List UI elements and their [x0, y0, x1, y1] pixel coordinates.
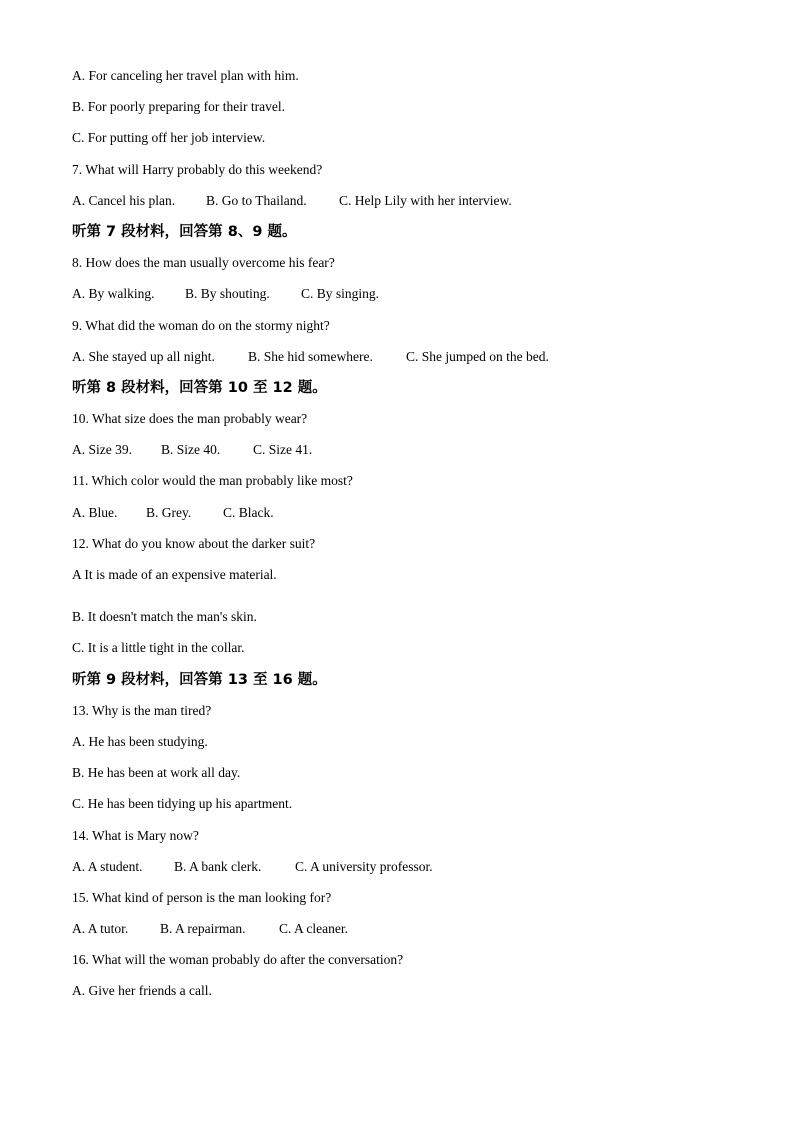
answer-option: C. A university professor.: [295, 858, 433, 874]
answer-option: C. He has been tidying up his apartment.: [72, 796, 293, 812]
answer-option: B. She hid somewhere.: [248, 348, 373, 364]
answer-option: B. By shouting.: [185, 286, 270, 302]
options-row: [72, 345, 732, 376]
answer-option: A. Blue.: [72, 504, 118, 520]
options-row: [72, 917, 732, 948]
answer-option: A It is made of an expensive material.: [72, 567, 277, 582]
question-text: 13. Why is the man tired?: [72, 702, 212, 718]
question-text: 15. What kind of person is the man looking for?: [72, 889, 332, 905]
answer-option: B. A repairman.: [160, 921, 246, 937]
options-row: [72, 438, 732, 469]
answer-option: B. Go to Thailand.: [206, 192, 307, 208]
answer-option: C. Size 41.: [253, 442, 313, 458]
answer-option: B. It doesn't match the man's skin.: [72, 609, 257, 625]
question-text: 12. What do you know about the darker suit?: [72, 535, 316, 551]
answer-option: C. Black.: [223, 504, 274, 520]
answer-option: B. A bank clerk.: [174, 858, 262, 874]
answer-option: C. Help Lily with her interview.: [339, 192, 512, 208]
answer-option: A. By walking.: [72, 286, 155, 302]
section-heading: 听第 8 段材料，回答第 10 至 12 题。: [72, 379, 327, 396]
question-text: 9. What did the woman do on the stormy night?: [72, 317, 330, 333]
answer-option: A. Size 39.: [72, 442, 132, 458]
options-row: [72, 855, 732, 886]
question-text: 11. Which color would the man probably like most?: [72, 473, 353, 489]
section-heading: 听第 7 段材料，回答第 8、9 题。: [72, 223, 297, 240]
answer-option: A. He has been studying.: [72, 733, 208, 749]
answer-option: B. Grey.: [146, 504, 192, 520]
answer-option: A. A student.: [72, 858, 143, 874]
answer-option: C. For putting off her job interview.: [72, 130, 266, 146]
answer-option: C. She jumped on the bed.: [406, 348, 549, 364]
section-heading: 听第 9 段材料，回答第 13 至 16 题。: [72, 671, 327, 688]
answer-option: C. It is a little tight in the collar.: [72, 640, 245, 656]
answer-option: C. A cleaner.: [279, 921, 348, 937]
answer-option: A. She stayed up all night.: [72, 348, 215, 364]
question-text: 8. How does the man usually overcome his fear?: [72, 255, 335, 271]
question-list: [72, 64, 732, 1011]
answer-option: B. For poorly preparing for their travel.: [72, 99, 285, 115]
answer-option: B. He has been at work all day.: [72, 765, 241, 781]
answer-option: B. Size 40.: [161, 442, 221, 458]
options-row: [72, 501, 732, 532]
exam-page: [72, 64, 732, 1011]
answer-option: A. Cancel his plan.: [72, 192, 176, 208]
options-row: [72, 282, 732, 313]
question-text: 7. What will Harry probably do this weekend?: [72, 161, 323, 177]
answer-option: A. A tutor.: [72, 921, 129, 937]
question-text: 14. What is Mary now?: [72, 827, 199, 843]
question-text: 10. What size does the man probably wear?: [72, 411, 308, 427]
answer-option: A. Give her friends a call.: [72, 983, 212, 999]
answer-option: A. For canceling her travel plan with him.: [72, 68, 299, 83]
question-text: 16. What will the woman probably do after the conversation?: [72, 952, 404, 968]
options-row: [72, 189, 732, 220]
answer-option: C. By singing.: [301, 286, 380, 302]
